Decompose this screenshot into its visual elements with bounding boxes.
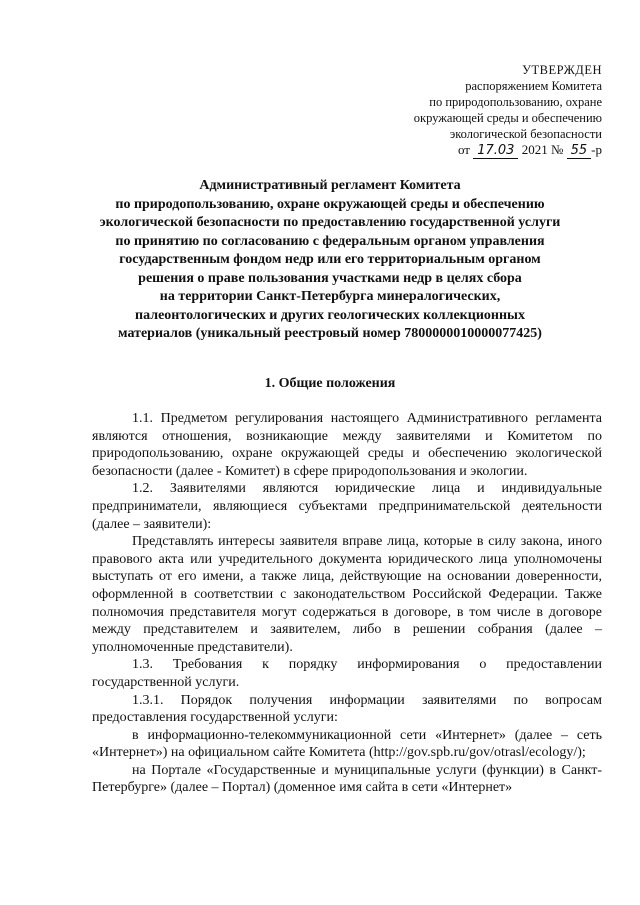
approval-line: окружающей среды и обеспечению (413, 111, 602, 125)
document-body (92, 410, 602, 797)
title-line: государственным фондом недр или его территориальным органом (119, 252, 541, 267)
paragraph: 1.1. Предметом регулирования настоящего Административного регламента являются отношения, возникающие между заявителями и Комитетом по природопользованию, охране окружающей среды и обеспечению экологической безопасности (далее - Комитет) в сфере природопользования и экологии. (92, 411, 602, 479)
title-line: экологической безопасности по предоставлению государственной услуги (99, 215, 561, 230)
paragraph: в информационно-телекоммуникационной сети «Интернет» (далее – сеть «Интернет») на официальном сайте Комитета (http://gov.spb.ru/gov/otrasl/ecology/); (92, 727, 602, 761)
approval-stamp (342, 62, 602, 159)
order-number: 55 (567, 143, 592, 159)
title-line: палеонтологических и других геологических коллекционных (135, 307, 525, 323)
title-line: решения о праве пользования участками недр в целях сбора (138, 270, 522, 286)
title-line: на территории Санкт-Петербурга минералогических, (159, 289, 501, 304)
approval-line: по природопользованию, охране (429, 95, 602, 109)
paragraph: 1.3.1. Порядок получения информации заявителями по вопросам предоставления государственной услуги: (92, 692, 602, 726)
date-day-month: 17.03 (473, 143, 518, 159)
order-number-suffix: -р (591, 142, 602, 157)
approval-line: экологической безопасности (449, 127, 602, 141)
paragraph: на Портале «Государственные и муниципальные услуги (функции) в Санкт-Петербурге» (далее – Портал) (доменное имя сайта в сети «Интернет» (92, 762, 602, 796)
date-prefix: от (457, 142, 470, 157)
approval-date-line (342, 142, 602, 159)
title-line: материалов (уникальный реестровый номер 7800000010000077425) (118, 326, 542, 341)
section-heading: 1. Общие положения (264, 376, 396, 391)
document-title (70, 177, 590, 344)
approval-heading: УТВЕРЖДЕН (522, 63, 602, 77)
paragraph: 1.2. Заявителями являются юридические лица и индивидуальные предприниматели, являющиеся субъектами предпринимательской деятельности (далее – заявители): (92, 481, 602, 532)
date-year: 2021 № (521, 142, 564, 157)
paragraph: Представлять интересы заявителя вправе лица, которые в силу закона, иного правового акта или учредительного документа юридического лица уполномочены выступать от его имени, а также лица, действующие на основании доверенности, оформленной в соответствии с законодательством Российской Федерации. Также полномочия представителя могут содержаться в договоре, в том числе в договоре между представителем и заявителем, либо в решении собрания (далее – уполномоченные представители). (92, 534, 602, 655)
approval-line: распоряжением Комитета (465, 79, 602, 93)
paragraph: 1.3. Требования к порядку информирования о предоставлении государственной услуги. (92, 657, 602, 690)
title-line: Административный регламент Комитета (199, 178, 461, 193)
title-line: по принятию по согласованию с федеральным органом управления (115, 233, 545, 249)
title-line: по природопользованию, охране окружающей среды и обеспечению (115, 196, 545, 212)
